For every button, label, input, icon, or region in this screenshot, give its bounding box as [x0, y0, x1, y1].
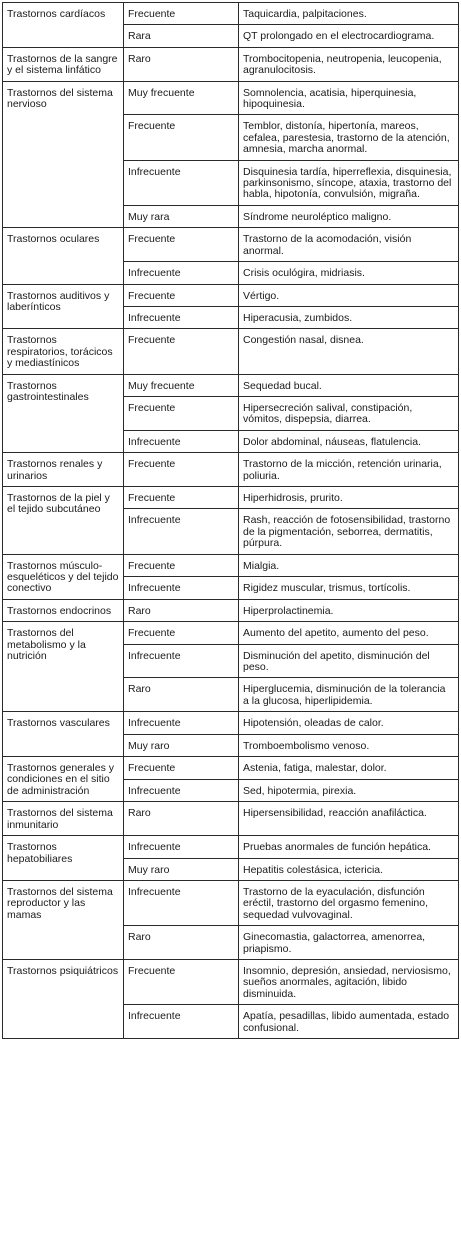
frequency-cell: Infrecuente: [124, 880, 239, 925]
adverse-effect-cell: Hiperprolactinemia.: [239, 599, 459, 621]
organ-class-cell: Trastornos oculares: [3, 228, 124, 284]
adverse-effect-cell: Hepatitis colestásica, ictericia.: [239, 858, 459, 880]
adverse-effect-cell: Trastorno de la micción, retención urinaria, poliuria.: [239, 453, 459, 487]
frequency-cell: Infrecuente: [124, 779, 239, 802]
table-row: [3, 959, 459, 1004]
table-row: [3, 374, 459, 396]
organ-class-cell: Trastornos generales y condiciones en el sitio de administración: [3, 757, 124, 802]
organ-class-cell: Trastornos de la sangre y el sistema linfático: [3, 47, 124, 81]
organ-class-cell: Trastornos respiratorios, torácicos y mediastínicos: [3, 329, 124, 374]
organ-class-cell: Trastornos renales y urinarios: [3, 453, 124, 487]
frequency-cell: Infrecuente: [124, 644, 239, 678]
frequency-cell: Muy rara: [124, 205, 239, 227]
frequency-cell: Frecuente: [124, 396, 239, 430]
organ-class-cell: Trastornos psiquiátricos: [3, 959, 124, 1038]
frequency-cell: Muy raro: [124, 734, 239, 756]
frequency-cell: Infrecuente: [124, 306, 239, 328]
frequency-cell: Frecuente: [124, 228, 239, 262]
frequency-cell: Frecuente: [124, 329, 239, 374]
organ-class-cell: Trastornos vasculares: [3, 712, 124, 757]
adverse-effect-cell: Trastorno de la eyaculación, disfunción eréctil, trastorno del orgasmo femenino, sequedad vulvovaginal.: [239, 880, 459, 925]
adverse-effect-cell: Taquicardia, palpitaciones.: [239, 3, 459, 25]
table-row: [3, 329, 459, 374]
frequency-cell: Frecuente: [124, 757, 239, 780]
table-row: [3, 712, 459, 734]
frequency-cell: Muy frecuente: [124, 374, 239, 396]
organ-class-cell: Trastornos gastrointestinales: [3, 374, 124, 453]
frequency-cell: Raro: [124, 47, 239, 81]
frequency-cell: Muy raro: [124, 858, 239, 880]
table-row: [3, 622, 459, 644]
organ-class-cell: Trastornos endocrinos: [3, 599, 124, 621]
frequency-cell: Infrecuente: [124, 836, 239, 858]
organ-class-cell: Trastornos del sistema nervioso: [3, 81, 124, 228]
frequency-cell: Frecuente: [124, 554, 239, 577]
organ-class-cell: Trastornos cardíacos: [3, 3, 124, 48]
frequency-cell: Frecuente: [124, 3, 239, 25]
adverse-effect-cell: Insomnio, depresión, ansiedad, nerviosismo, sueños anormales, agitación, libido disminuida.: [239, 959, 459, 1004]
adverse-effect-cell: Congestión nasal, disnea.: [239, 329, 459, 374]
adverse-effect-cell: Tromboembolismo venoso.: [239, 734, 459, 756]
organ-class-cell: Trastornos hepatobiliares: [3, 836, 124, 881]
frequency-cell: Frecuente: [124, 453, 239, 487]
table-row: [3, 3, 459, 25]
table-row: [3, 453, 459, 487]
adverse-effect-cell: Mialgia.: [239, 554, 459, 577]
adverse-effect-cell: Vértigo.: [239, 284, 459, 306]
organ-class-cell: Trastornos del sistema inmunitario: [3, 802, 124, 836]
frequency-cell: Infrecuente: [124, 160, 239, 205]
adverse-effect-cell: Pruebas anormales de función hepática.: [239, 836, 459, 858]
table-row: [3, 836, 459, 858]
adverse-effect-cell: Hipersensibilidad, reacción anafiláctica.: [239, 802, 459, 836]
adverse-effect-cell: Rash, reacción de fotosensibilidad, trastorno de la pigmentación, seborrea, dermatitis, púrpura.: [239, 509, 459, 554]
adverse-effect-cell: Dolor abdominal, náuseas, flatulencia.: [239, 430, 459, 452]
adverse-effect-cell: QT prolongado en el electrocardiograma.: [239, 25, 459, 47]
organ-class-cell: Trastornos auditivos y laberínticos: [3, 284, 124, 329]
adverse-effect-cell: Hiperacusia, zumbidos.: [239, 306, 459, 328]
adverse-effect-cell: Aumento del apetito, aumento del peso.: [239, 622, 459, 644]
frequency-cell: Frecuente: [124, 284, 239, 306]
frequency-cell: Infrecuente: [124, 430, 239, 452]
adverse-effect-cell: Sed, hipotermia, pirexia.: [239, 779, 459, 802]
table-row: [3, 228, 459, 262]
frequency-cell: Infrecuente: [124, 1005, 239, 1039]
table-row: [3, 802, 459, 836]
table-row: [3, 554, 459, 577]
frequency-cell: Raro: [124, 599, 239, 621]
table-body: [3, 3, 459, 1039]
adverse-effect-cell: Hipersecreción salival, constipación, vómitos, dispepsia, diarrea.: [239, 396, 459, 430]
table-row: [3, 880, 459, 925]
organ-class-cell: Trastornos músculo-esqueléticos y del tejido conectivo: [3, 554, 124, 599]
frequency-cell: Infrecuente: [124, 262, 239, 284]
table-row: [3, 486, 459, 508]
organ-class-cell: Trastornos del sistema reproductor y las mamas: [3, 880, 124, 959]
adverse-effect-cell: Disquinesia tardía, hiperreflexia, disquinesia, parkinsonismo, síncope, ataxia, trastorno del habla, hipotonía, convulsión, migraña.: [239, 160, 459, 205]
adverse-effect-cell: Apatía, pesadillas, libido aumentada, estado confusional.: [239, 1005, 459, 1039]
table-row: [3, 284, 459, 306]
adverse-effect-cell: Disminución del apetito, disminución del peso.: [239, 644, 459, 678]
frequency-cell: Infrecuente: [124, 577, 239, 600]
adverse-effect-cell: Hipotensión, oleadas de calor.: [239, 712, 459, 734]
frequency-cell: Frecuente: [124, 115, 239, 160]
adverse-effect-cell: Trombocitopenia, neutropenia, leucopenia, agranulocitosis.: [239, 47, 459, 81]
adverse-effect-cell: Ginecomastia, galactorrea, amenorrea, priapismo.: [239, 926, 459, 960]
organ-class-cell: Trastornos del metabolismo y la nutrición: [3, 622, 124, 712]
frequency-cell: Infrecuente: [124, 509, 239, 554]
organ-class-cell: Trastornos de la piel y el tejido subcutáneo: [3, 486, 124, 554]
adverse-effect-cell: Hiperglucemia, disminución de la tolerancia a la glucosa, hiperlipidemia.: [239, 678, 459, 712]
frequency-cell: Raro: [124, 926, 239, 960]
frequency-cell: Muy frecuente: [124, 81, 239, 115]
frequency-cell: Frecuente: [124, 486, 239, 508]
frequency-cell: Frecuente: [124, 959, 239, 1004]
adverse-effect-cell: Hiperhidrosis, prurito.: [239, 486, 459, 508]
table-row: [3, 47, 459, 81]
frequency-cell: Raro: [124, 678, 239, 712]
table-row: [3, 81, 459, 115]
table-row: [3, 757, 459, 780]
adverse-effects-table: [2, 2, 459, 1039]
adverse-effect-cell: Crisis oculógira, midriasis.: [239, 262, 459, 284]
adverse-effect-cell: Rigidez muscular, trismus, tortícolis.: [239, 577, 459, 600]
adverse-effect-cell: Trastorno de la acomodación, visión anormal.: [239, 228, 459, 262]
frequency-cell: Raro: [124, 802, 239, 836]
adverse-effect-cell: Síndrome neuroléptico maligno.: [239, 205, 459, 227]
frequency-cell: Infrecuente: [124, 712, 239, 734]
adverse-effect-cell: Sequedad bucal.: [239, 374, 459, 396]
frequency-cell: Rara: [124, 25, 239, 47]
adverse-effect-cell: Somnolencia, acatisia, hiperquinesia, hipoquinesia.: [239, 81, 459, 115]
frequency-cell: Frecuente: [124, 622, 239, 644]
table-row: [3, 599, 459, 621]
adverse-effect-cell: Astenia, fatiga, malestar, dolor.: [239, 757, 459, 780]
adverse-effect-cell: Temblor, distonía, hipertonía, mareos, cefalea, parestesia, trastorno de la atención, amnesia, marcha anormal.: [239, 115, 459, 160]
